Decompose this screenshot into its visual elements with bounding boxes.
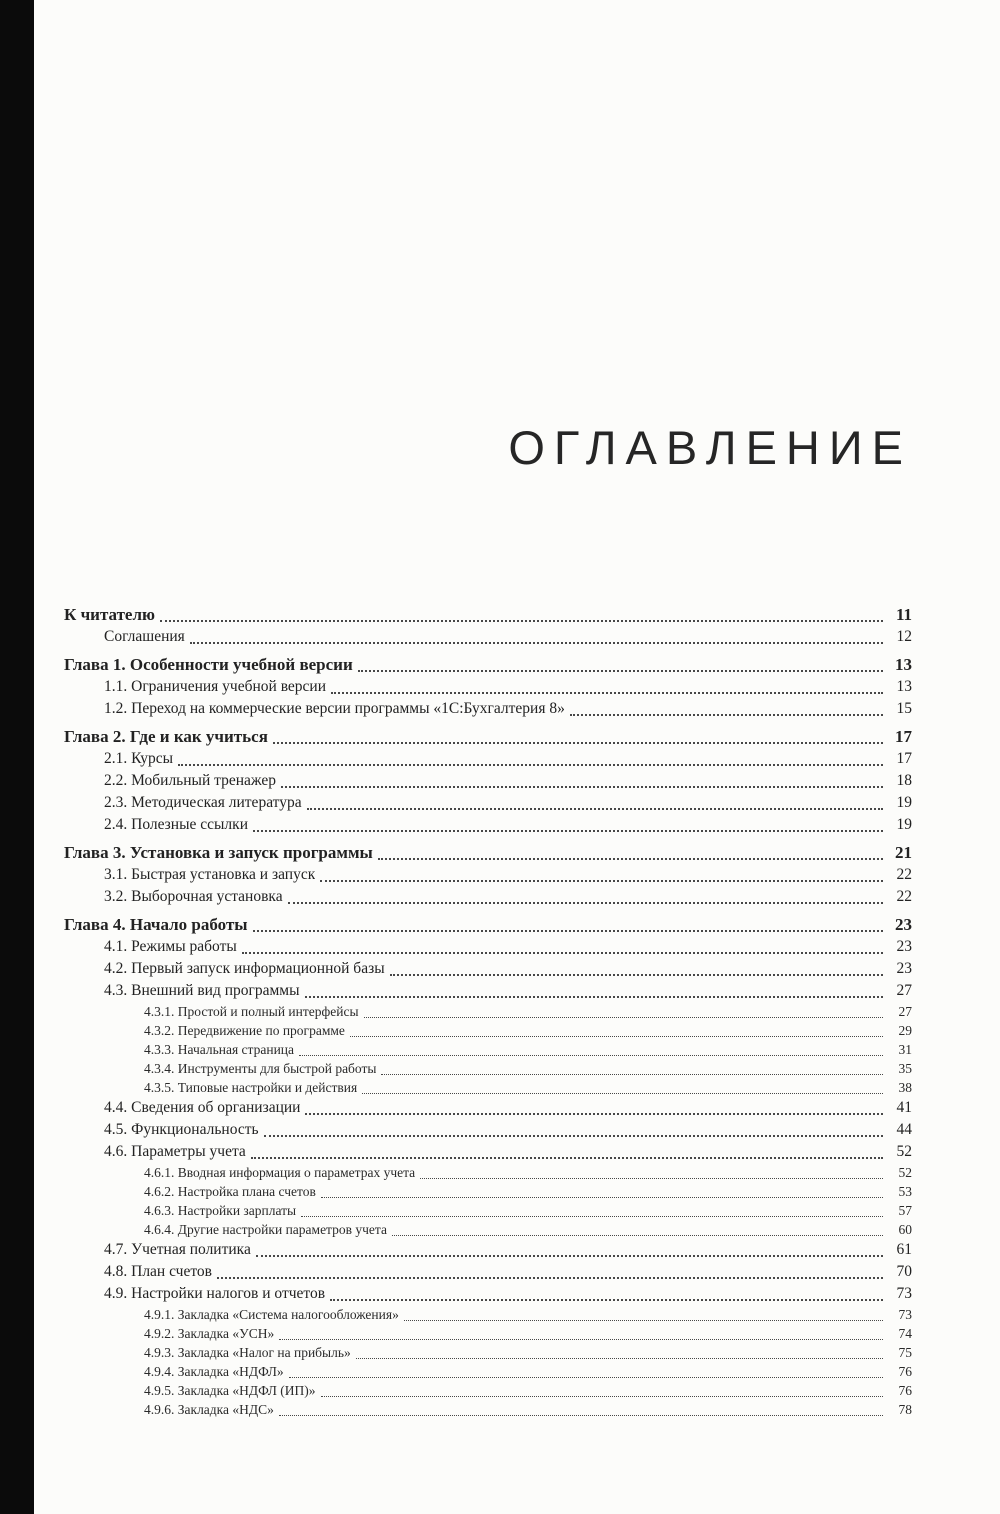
toc-entry-label: 4.6.4. Другие настройки параметров учета [144,1222,387,1237]
toc-entry-label: 4.9.4. Закладка «НДФЛ» [144,1364,284,1379]
toc-entry [64,841,912,864]
toc-entry-label: 4.9.6. Закладка «НДС» [144,1402,274,1417]
toc-leader-dots [321,1396,883,1397]
toc-leader-dots [392,1235,883,1236]
toc-leader-dots [305,996,883,998]
toc-entry-label: 2.2. Мобильный тренажер [104,772,277,789]
toc-entry-label: 4.9. Настройки налогов и отчетов [104,1285,326,1302]
toc-entry-page: 76 [898,1383,912,1398]
toc-entry-label: 4.9.5. Закладка «НДФЛ (ИП)» [144,1383,316,1398]
toc-entry-page: 78 [898,1402,912,1417]
toc-entry-label: 4.6.2. Настройка плана счетов [144,1184,316,1199]
toc-entry [64,603,912,626]
toc-leader-dots [273,742,883,744]
toc-leader-dots [390,974,883,976]
toc-entry-page: 44 [896,1121,912,1138]
toc-leader-dots [330,1299,883,1301]
toc-entry [64,980,912,1002]
toc-entry [64,1059,912,1078]
toc-entry-label: 4.6.1. Вводная информация о параметрах учета [144,1165,416,1180]
toc-entry-page: 21 [895,843,912,862]
toc-entry-label: Глава 3. Установка и запуск программы [64,843,373,862]
toc-entry-label: Глава 4. Начало работы [64,915,248,934]
toc-entry [64,1002,912,1021]
page-title: ОГЛАВЛЕНИЕ [508,421,912,474]
toc-entry-page: 57 [898,1203,912,1218]
toc-leader-dots [242,952,883,954]
toc-entry [64,814,912,836]
toc-entry-label: 4.9.1. Закладка «Система налогообложения» [144,1307,399,1322]
toc-entry-page: 60 [898,1222,912,1237]
toc-entry-page: 19 [896,794,912,811]
toc-leader-dots [570,714,883,716]
toc-entry [64,653,912,676]
page-content [34,0,1000,1514]
toc-leader-dots [190,642,883,644]
toc-entry [64,1201,912,1220]
toc-entry-label: 4.1. Режимы работы [104,938,237,955]
toc-entry [64,1021,912,1040]
toc-entry-label: 3.1. Быстрая установка и запуск [104,866,316,883]
toc-entry-page: 13 [896,678,912,695]
toc-entry [64,1239,912,1261]
toc-entry [64,676,912,698]
toc-entry [64,1305,912,1324]
toc-leader-dots [350,1036,883,1037]
toc-entry [64,626,912,648]
toc-leader-dots [251,1157,883,1159]
toc-entry-page: 23 [895,915,912,934]
toc-entry [64,770,912,792]
scan-edge-artifact [0,0,34,1514]
toc-entry [64,1220,912,1239]
toc-entry-page: 35 [898,1061,912,1076]
toc-entry-label: 2.1. Курсы [104,750,174,767]
toc-entry-page: 19 [896,816,912,833]
toc-entry-label: Глава 2. Где и как учиться [64,727,268,746]
toc-entry-page: 11 [895,605,912,624]
toc-entry-label: Соглашения [104,628,185,645]
toc-entry [64,1119,912,1141]
toc-leader-dots [331,692,883,694]
toc-entry [64,1362,912,1381]
toc-entry-page: 27 [898,1004,912,1019]
toc-leader-dots [217,1277,883,1279]
toc-leader-dots [160,620,883,622]
toc-leader-dots [279,1415,883,1416]
toc-leader-dots [404,1320,883,1321]
toc-entry-page: 31 [898,1042,912,1057]
toc-entry [64,1261,912,1283]
toc-entry-label: 4.3.2. Передвижение по программе [144,1023,345,1038]
toc-entry-label: 2.3. Методическая литература [104,794,302,811]
toc-entry-page: 13 [895,655,912,674]
toc-entry-label: 1.1. Ограничения учебной версии [104,678,327,695]
toc-leader-dots [381,1074,883,1075]
toc-entry-label: 4.6. Параметры учета [104,1143,246,1160]
toc-entry [64,792,912,814]
toc-entry [64,1163,912,1182]
toc-leader-dots [289,1377,883,1378]
toc-leader-dots [307,808,883,810]
toc-entry-page: 73 [898,1307,912,1322]
toc-entry-page: 53 [898,1184,912,1199]
toc-entry-label: К читателю [64,605,156,624]
toc-entry [64,958,912,980]
toc-entry-label: 4.3.5. Типовые настройки и действия [144,1080,358,1095]
toc-entry [64,1078,912,1097]
toc-entry-label: 4.8. План счетов [104,1263,212,1280]
toc-entry-page: 17 [896,750,912,767]
toc-leader-dots [420,1178,883,1179]
toc-leader-dots [299,1055,883,1056]
toc-entry-label: Глава 1. Особенности учебной версии [64,655,353,674]
toc-entry-page: 41 [896,1099,912,1116]
toc-leader-dots [264,1135,883,1137]
toc-entry-label: 4.3. Внешний вид программы [104,982,300,999]
toc-entry-label: 4.2. Первый запуск информационной базы [104,960,385,977]
toc-entry-page: 70 [896,1263,912,1280]
toc-leader-dots [301,1216,883,1217]
toc-entry-label: 1.2. Переход на коммерческие версии программы «1С:Бухгалтерия 8» [104,700,565,717]
toc-leader-dots [378,858,883,860]
toc-entry [64,886,912,908]
toc-entry-page: 23 [896,938,912,955]
toc-entry-page: 23 [896,960,912,977]
toc-entry-page: 74 [898,1326,912,1341]
toc-entry-label: 4.4. Сведения об организации [104,1099,301,1116]
toc-entry-page: 27 [896,982,912,999]
toc-entry [64,1141,912,1163]
toc-entry [64,1343,912,1362]
toc-entry [64,725,912,748]
toc-entry [64,698,912,720]
toc-entry [64,913,912,936]
toc-leader-dots [364,1017,883,1018]
toc-entry-label: 4.3.3. Начальная страница [144,1042,295,1057]
toc-entry-page: 15 [896,700,912,717]
toc-entry-page: 18 [896,772,912,789]
toc-entry-page: 38 [898,1080,912,1095]
toc-entry [64,1400,912,1419]
toc-leader-dots [253,930,883,932]
toc-entry [64,1040,912,1059]
toc-entry-label: 3.2. Выборочная установка [104,888,283,905]
toc-leader-dots [288,902,883,904]
toc-entry-page: 22 [896,866,912,883]
toc-entry-label: 4.9.2. Закладка «УСН» [144,1326,275,1341]
toc-leader-dots [253,830,883,832]
toc-entry-label: 4.5. Функциональность [104,1121,259,1138]
toc-entry [64,1097,912,1119]
toc-entry-label: 4.7. Учетная политика [104,1241,251,1258]
toc-entry-label: 4.3.4. Инструменты для быстрой работы [144,1061,377,1076]
toc-entry-page: 17 [895,727,912,746]
toc-leader-dots [356,1358,883,1359]
toc-leader-dots [305,1113,883,1115]
toc-leader-dots [279,1339,883,1340]
toc-entry [64,748,912,770]
toc-entry-page: 22 [896,888,912,905]
toc-entry-page: 61 [896,1241,912,1258]
toc-entry-page: 75 [898,1345,912,1360]
toc-entry-label: 4.9.3. Закладка «Налог на прибыль» [144,1345,351,1360]
toc-leader-dots [281,786,883,788]
toc-leader-dots [320,880,883,882]
toc-entry [64,1182,912,1201]
toc-entry [64,1324,912,1343]
toc-entry-label: 4.3.1. Простой и полный интерфейсы [144,1004,359,1019]
toc-leader-dots [362,1093,883,1094]
toc-entry-page: 52 [896,1143,912,1160]
toc-entry [64,864,912,886]
toc-entry-page: 52 [898,1165,912,1180]
toc-leader-dots [178,764,883,766]
toc-entry [64,1381,912,1400]
toc-leader-dots [321,1197,883,1198]
toc-entry-page: 12 [896,628,912,645]
toc-entry [64,936,912,958]
toc-entry [64,1283,912,1305]
toc-entry-label: 4.6.3. Настройки зарплаты [144,1203,297,1218]
toc-leader-dots [256,1255,883,1257]
toc-entry-page: 76 [898,1364,912,1379]
toc-entry-page: 29 [898,1023,912,1038]
toc-entry-label: 2.4. Полезные ссылки [104,816,248,833]
toc-entry-page: 73 [896,1285,912,1302]
table-of-contents [64,603,912,1419]
toc-leader-dots [358,670,883,672]
